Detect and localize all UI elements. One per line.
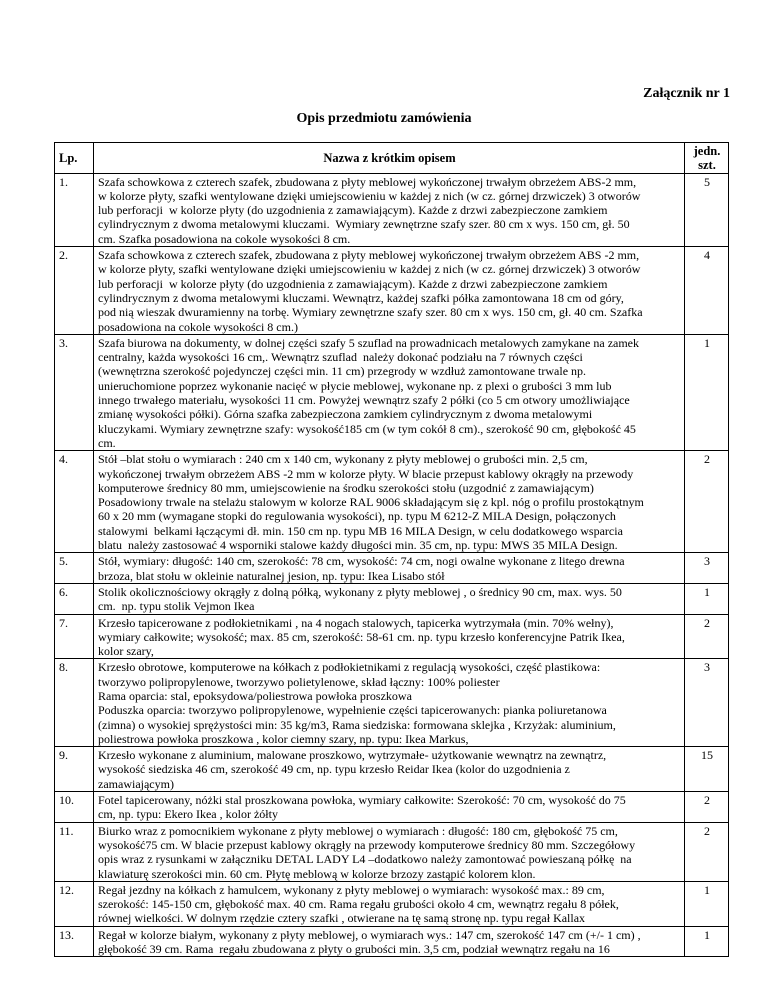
description-line: cylindrycznym z dwoma metalowymi kluczami. Wewnątrz, każdej szafki półka zamontowana 18 cm od góry, — [98, 290, 624, 305]
description-line: Poduszka oparcia: tworzywo polipropylenowe, wypełnienie części tapicerowanych: pianka poliuretanowa — [98, 703, 607, 718]
description-line: stalowymi belkami łączącymi dł. min. 150 cm np. typu MB 16 MILA Design, w celu dodatkowego wsparcia — [98, 523, 623, 538]
row-quantity: 1 — [685, 926, 729, 957]
description-line: w kolorze płyty, szafki wentylowane dzięki umiejscowieniu w każdej z nich (w cz. górnej drzwiczek) 3 otworów — [98, 262, 641, 277]
row-quantity: 1 — [685, 334, 729, 450]
order-items-table — [54, 142, 729, 957]
description-line: klawiaturę szerokości min. 60 cm. Płytę meblową w kolorze brzozy zastąpić kolorem klon. — [98, 866, 536, 881]
description-line: brzoza, blat stołu w okleinie naturalnej jesion, np. typu: Ikea Lisabo stół — [98, 568, 445, 583]
row-description — [94, 881, 685, 926]
row-number: 13. — [55, 926, 94, 957]
row-number: 6. — [55, 583, 94, 614]
description-line: cm. Szafka posadowiona na cokole wysokości 8 cm. — [98, 231, 351, 246]
description-line: komputerowe średnicy 80 mm, umiejscowienie na środku szerokości stołu (uzgodnić z zamawiającym) — [98, 480, 594, 495]
row-description — [94, 926, 685, 957]
description-line: centralny, każda wysokości 16 cm,. Wewnątrz szuflad należy dokonać podziału na 7 równych części — [98, 350, 583, 365]
description-line: innego trwałego materiału, wysokości 11 cm. Powyżej wewnątrz szafy 2 półki (co 5 cm otwory umożliwiające — [98, 393, 630, 408]
row-quantity: 5 — [685, 173, 729, 246]
description-line: równej wielkości. W dolnym rzędzie cztery szafki , otwierane na tę samą stronę np. typu regał Kallax — [98, 911, 586, 926]
table-header-row — [55, 143, 729, 174]
description-line: wymiary całkowite; wysokość; max. 85 cm, szerokość: 58-61 cm. np. typu krzesło konferencyjne Patrik Ikea, — [98, 629, 625, 644]
description-line: lub perforacji w kolorze płyty (do uzgodnienia z zamawiającym). Każde z drzwi zabezpieczone zamkiem — [98, 276, 608, 291]
row-description — [94, 747, 685, 792]
row-quantity: 1 — [685, 583, 729, 614]
table-row — [55, 173, 729, 246]
table-row — [55, 881, 729, 926]
table-row — [55, 451, 729, 553]
row-quantity: 2 — [685, 822, 729, 881]
description-line: pod nią wieszak dwuramienny na torbę. Wymiary zewnętrzne szafy szer. 80 cm x wys. 150 cm, gł. 40 cm. Szafka — [98, 305, 643, 320]
row-quantity: 15 — [685, 747, 729, 792]
table-row — [55, 822, 729, 881]
table-row — [55, 583, 729, 614]
row-description — [94, 792, 685, 823]
row-description — [94, 451, 685, 553]
description-line: Szafa schowkowa z czterech szafek, zbudowana z płyty meblowej wykończonej trwałym obrzeżem ABS -2 mm, — [98, 248, 640, 263]
row-number: 3. — [55, 334, 94, 450]
row-number: 10. — [55, 792, 94, 823]
description-line: Stół –blat stołu o wymiarach : 240 cm x 140 cm, wykonany z płyty meblowej o grubości min. 2,5 cm, — [98, 452, 588, 467]
description-line: Biurko wraz z pomocnikiem wykonane z płyty meblowej o wymiarach : długość: 180 cm, głębokość 75 cm, — [98, 823, 618, 838]
description-line: kolor szary, — [98, 644, 154, 659]
description-line: w kolorze płyty, szafki wentylowane dzięki umiejscowieniu w każdej z nich (w cz. górnej drzwiczek) 3 otworów — [98, 188, 641, 203]
description-line: cm. np. typu stolik Vejmon Ikea — [98, 599, 255, 614]
description-line: zamawiającym) — [98, 776, 174, 791]
description-line: poliestrowa powłoka proszkowa , kolor ciemny szary, np. typu: Ikea Markus, — [98, 731, 469, 746]
description-line: Krzesło wykonane z aluminium, malowane proszkowo, wytrzymałe- użytkowanie wewnątrz na zewnątrz, — [98, 748, 607, 763]
row-number: 7. — [55, 614, 94, 659]
header-name: Nazwa z krótkim opisem — [94, 143, 685, 174]
table-row — [55, 334, 729, 450]
table-row — [55, 747, 729, 792]
description-line: 60 x 20 mm (wymagane stopki do regulowania wysokości), np. typu M 6212-Z MILA Design, połączonych — [98, 509, 616, 524]
description-line: szerokość: 145-150 cm, głębokość max. 40 cm. Rama regału grubości około 4 cm, wewnątrz regału 8 półek, — [98, 897, 619, 912]
row-number: 8. — [55, 659, 94, 747]
row-description — [94, 247, 685, 335]
row-quantity: 4 — [685, 247, 729, 335]
table-row — [55, 247, 729, 335]
document-title: Opis przedmiotu zamówienia — [296, 111, 472, 126]
description-line: posadowiona na cokole wysokości 8 cm.) — [98, 319, 298, 334]
description-line: (zimna) o wysokiej sprężystości min: 35 kg/m3, Rama siedziska: formowana sklejka , Krzyżak: aluminium, — [98, 717, 616, 732]
table-row — [55, 926, 729, 957]
description-line: wykończonej trwałym obrzeżem ABS -2 mm w kolorze płyty. W blacie przepust kablowy okrągły na przewody — [98, 466, 634, 481]
description-line: blatu należy zastosować 4 wsporniki stalowe każdy długości min. 35 cm, np. typu: MWS 35 MILA Design. — [98, 538, 618, 553]
description-line: lub perforacji w kolorze płyty (do uzgodnienia z zamawiającym). Każde z drzwi zabezpieczone zamkiem — [98, 203, 608, 218]
row-quantity: 2 — [685, 451, 729, 553]
description-line: cm. — [98, 435, 116, 450]
header-unit: jedn. szt. — [685, 143, 729, 174]
header-lp: Lp. — [55, 143, 94, 174]
description-line: tworzywo polipropylenowe, tworzywo polietylenowe, skład łączny: 100% poliester — [98, 674, 500, 689]
table-body — [55, 173, 729, 957]
description-line: unieruchomione poprzez wykonanie nacięć w płycie meblowej, wykonane np. z plexi o grubości 3 mm lub — [98, 378, 612, 393]
row-description — [94, 173, 685, 246]
row-quantity: 2 — [685, 614, 729, 659]
row-quantity: 1 — [685, 881, 729, 926]
row-description — [94, 334, 685, 450]
row-description — [94, 583, 685, 614]
description-line: (wewnętrzna szerokość pojedynczej części min. 11 cm) przegrody w wzdłuż zamontowane trwale np. — [98, 364, 587, 379]
row-number: 2. — [55, 247, 94, 335]
description-line: Fotel tapicerowany, nóżki stal proszkowana powłoka, wymiary całkowite: Szerokość: 70 cm, wysokość do 75 — [98, 793, 626, 808]
table-row — [55, 614, 729, 659]
description-line: Regał jezdny na kółkach z hamulcem, wykonany z płyty meblowej o wymiarach: wysokość max.: 89 cm, — [98, 882, 605, 897]
description-line: Krzesło obrotowe, komputerowe na kółkach z podłokietnikami z regulacją wysokości, część plastikowa: — [98, 660, 601, 675]
description-line: Szafa schowkowa z czterech szafek, zbudowana z płyty meblowej wykończonej trwałym obrzeżem ABS-2 mm, — [98, 174, 637, 189]
description-line: cm, np. typu: Ekero Ikea , kolor żółty — [98, 807, 278, 822]
description-line: głębokość 39 cm. Rama regału zbudowana z płyty o grubości min. 3,5 cm, podział wewnątrz regału na 16 — [98, 942, 610, 957]
description-line: Szafa biurowa na dokumenty, w dolnej części szafy 5 szuflad na prowadnicach metalowych zamykane na zamek — [98, 335, 640, 350]
row-number: 4. — [55, 451, 94, 553]
row-number: 1. — [55, 173, 94, 246]
annex-label: Załącznik nr 1 — [643, 86, 730, 101]
row-number: 12. — [55, 881, 94, 926]
description-line: wysokość siedziska 46 cm, szerokość 49 cm, np. typu krzesło Reidar Ikea (kolor do uzgodnienia z — [98, 762, 570, 777]
description-line: Stół, wymiary: długość: 140 cm, szerokość: 78 cm, wysokość: 74 cm, nogi owalne wykonane z litego drewna — [98, 554, 625, 569]
row-description — [94, 614, 685, 659]
description-line: cylindrycznym z dwoma metalowymi kluczami. Wymiary zewnętrzne szafy szer. 80 cm x wys. 150 cm, gł. 50 — [98, 217, 630, 232]
row-quantity: 3 — [685, 553, 729, 584]
description-line: wysokość75 cm. W blacie przepust kablowy okrągły na przewody komputerowe średnicy 80 mm. Szczegółowy — [98, 837, 636, 852]
row-number: 5. — [55, 553, 94, 584]
row-description — [94, 659, 685, 747]
table-row — [55, 553, 729, 584]
description-line: zmianę wysokości półki). Górna szafka zabezpieczona zamkiem cylindrycznym z dwoma metalowymi — [98, 407, 593, 422]
row-description — [94, 822, 685, 881]
row-quantity: 2 — [685, 792, 729, 823]
description-line: Posadowiony trwale na stelażu stalowym w kolorze RAL 9006 składającym się z kpl. nóg o profilu prostokątnym — [98, 495, 644, 510]
description-line: opis wraz z rysunkami w załączniku DETAL LADY L4 –dodatkowo należy zamontować powieszaną półkę na — [98, 852, 632, 867]
table-row — [55, 659, 729, 747]
description-line: Regał w kolorze białym, wykonany z płyty meblowej, o wymiarach wys.: 147 cm, szerokość 147 cm (+/- 1 cm) , — [98, 927, 641, 942]
description-line: kluczykami. Wymiary zewnętrzne szafy: wysokość185 cm (w tym cokół 8 cm)., szerokość 90 cm, głębokość 45 — [98, 421, 636, 436]
row-number: 9. — [55, 747, 94, 792]
description-line: Stolik okolicznościowy okrągły z dolną półką, wykonany z płyty meblowej , o średnicy 90 cm, max. wys. 50 — [98, 584, 622, 599]
description-line: Krzesło tapicerowane z podłokietnikami , na 4 nogach stalowych, tapicerka wytrzymała (min. 70% wełny), — [98, 615, 614, 630]
row-number: 11. — [55, 822, 94, 881]
row-description — [94, 553, 685, 584]
row-quantity: 3 — [685, 659, 729, 747]
description-line: Rama oparcia: stal, epoksydowa/poliestrowa powłoka proszkowa — [98, 688, 412, 703]
table-row — [55, 792, 729, 823]
